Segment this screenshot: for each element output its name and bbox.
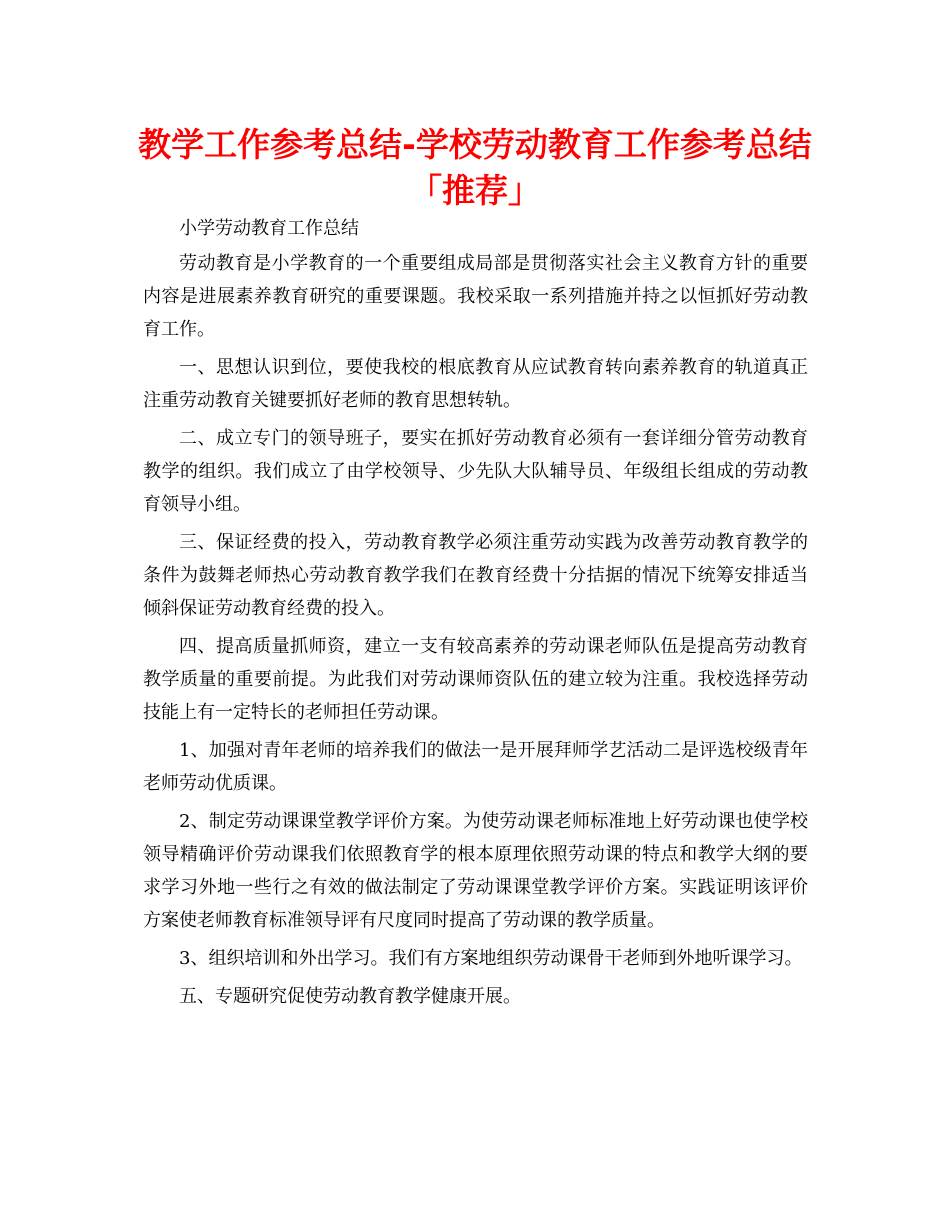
document-subtitle: 小学劳动教育工作总结 [179, 218, 359, 239]
paragraph-item-2: 2、制定劳动课课堂教学评价方案。为使劳动课老师标准地上好劳动课也使学校领导精确评价劳动课我们依照教育学的根本原理依照劳动课的特点和教学大纲的要求学习外地一些行之有效的做法制定了劳动课课堂教学评价方案。实践证明该评价方案使老师教育标准领导评有尺度同时提高了劳动课的教学质量。 [143, 811, 808, 931]
paragraph-section-1: 一、思想认识到位，要使我校的根底教育从应试教育转向素养教育的轨道真正注重劳动教育关键要抓好老师的教育思想转轨。 [143, 357, 808, 411]
paragraph-item-1: 1、加强对青年老师的培养我们的做法一是开展拜师学艺活动二是评选校级青年老师劳动优质课。 [143, 740, 808, 794]
paragraph-item-3: 3、组织培训和外出学习。我们有方案地组织劳动课骨干老师到外地听课学习。 [179, 948, 803, 969]
paragraph-section-5: 五、专题研究促使劳动教育教学健康开展。 [179, 986, 521, 1007]
paragraph-section-2: 二、成立专门的领导班子，要实在抓好劳动教育必须有一套详细分管劳动教育教学的组织。我们成立了由学校领导、少先队大队辅导员、年级组长组成的劳动教育领导小组。 [143, 428, 808, 515]
paragraph-intro: 劳动教育是小学教育的一个重要组成局部是贯彻落实社会主义教育方针的重要内容是进展素养教育研究的重要课题。我校采取一系列措施并持之以恒抓好劳动教育工作。 [143, 253, 808, 340]
paragraph-section-4: 四、提高质量抓师资，建立一支有较高素养的劳动课老师队伍是提高劳动教育教学质量的重要前提。为此我们对劳动课师资队伍的建立较为注重。我校选择劳动技能上有一定特长的老师担任劳动课。 [143, 636, 808, 723]
document-title: 教学工作参考总结-学校劳动教育工作参考总结「推荐」 [138, 125, 812, 210]
document-body [143, 212, 808, 1018]
paragraph-section-3: 三、保证经费的投入，劳动教育教学必须注重劳动实践为改善劳动教育教学的条件为鼓舞老师热心劳动教育教学我们在教育经费十分拮据的情况下统筹安排适当倾斜保证劳动教育经费的投入。 [143, 532, 808, 619]
